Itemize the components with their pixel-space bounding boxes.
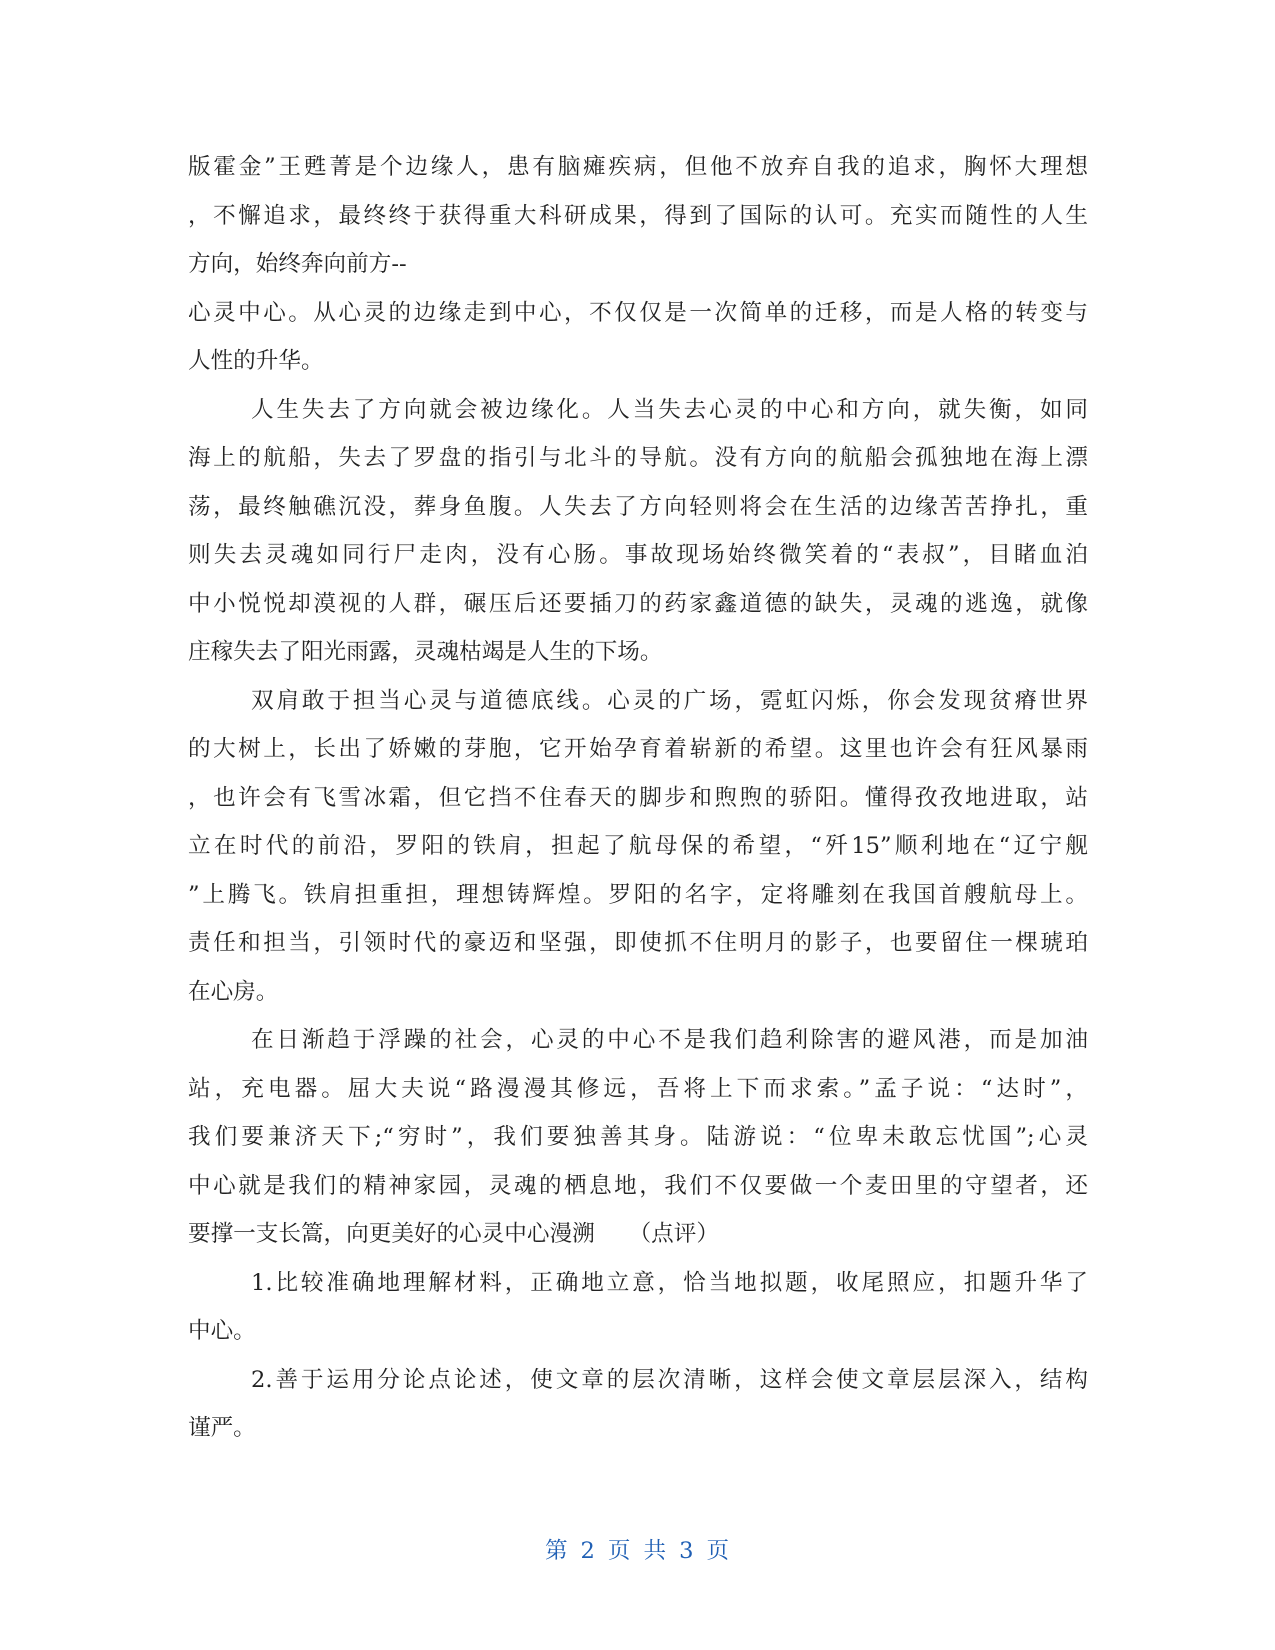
- text-line: 方向，始终奔向前方--: [188, 251, 407, 277]
- text-line: 1.比较准确地理解材料，正确地立意，恰当地拟题，收尾照应，扣题升华了: [251, 1269, 1088, 1296]
- text-line: 在心房。: [188, 978, 279, 1005]
- footer-page-number: 2: [580, 1538, 596, 1564]
- footer-total-prefix: 共: [643, 1538, 668, 1564]
- text-line: ”上腾飞。铁肩担重担，理想铸辉煌。罗阳的名字，定将雕刻在我国首艘航母上。: [188, 881, 1088, 908]
- text-line: 庄稼失去了阳光雨露，灵魂枯竭是人生的下场。: [188, 639, 663, 665]
- text-line: 立在时代的前沿，罗阳的铁肩，担起了航母保的希望，“歼15”顺利地在“辽宁舰: [188, 833, 1088, 859]
- text-line: 人生失去了方向就会被边缘化。人当失去心灵的中心和方向，就失衡，如同: [251, 396, 1088, 423]
- text-line: 在日渐趋于浮躁的社会，心灵的中心不是我们趋利除害的避风港，而是加油: [251, 1027, 1088, 1053]
- text-line: 则失去灵魂如同行尸走肉，没有心肠。事故现场始终微笑着的“表叔”，目睹血泊: [188, 542, 1088, 568]
- text-line: 要撑一支长篙，向更美好的心灵中心漫溯 （点评）: [188, 1221, 719, 1247]
- text-line: 版霍金”王甦菁是个边缘人，患有脑瘫疾病，但他不放弃自我的追求，胸怀大理想: [188, 154, 1088, 180]
- text-line: 心灵中心。从心灵的边缘走到中心，不仅仅是一次简单的迁移，而是人格的转变与: [188, 299, 1088, 326]
- text-line: 中心。: [188, 1318, 256, 1344]
- text-line: 荡，最终触礁沉没，葬身鱼腹。人失去了方向轻则将会在生活的边缘苦苦挣扎，重: [188, 493, 1088, 520]
- document-body: [188, 143, 1088, 1453]
- text-line: ，也许会有飞雪冰霜，但它挡不住春天的脚步和煦煦的骄阳。懂得孜孜地进取，站: [188, 784, 1088, 811]
- paragraph-2: [188, 289, 1088, 386]
- text-line: 中小悦悦却漠视的人群，碾压后还要插刀的药家鑫道德的缺失，灵魂的逃逸，就像: [188, 590, 1088, 617]
- paragraph-3: [188, 386, 1088, 677]
- text-line: 2.善于运用分论点论述，使文章的层次清晰，这样会使文章层层深入，结构: [251, 1366, 1088, 1393]
- footer-page-word: 页: [607, 1538, 632, 1564]
- page-footer: [0, 1533, 1275, 1565]
- text-line: 站，充电器。屈大夫说“路漫漫其修远，吾将上下而求索。”孟子说：“达时”，: [188, 1075, 1088, 1102]
- text-line: 中心就是我们的精神家园，灵魂的栖息地，我们不仅要做一个麦田里的守望者，还: [188, 1172, 1088, 1199]
- paragraph-7: [188, 1356, 1088, 1453]
- text-line: 谨严。: [188, 1415, 256, 1441]
- text-line: 的大树上，长出了娇嫩的芽胞，它开始孕育着崭新的希望。这里也许会有狂风暴雨: [188, 736, 1088, 762]
- footer-total-word: 页: [706, 1538, 731, 1564]
- text-line: 双肩敢于担当心灵与道德底线。心灵的广场，霓虹闪烁，你会发现贫瘠世界: [251, 687, 1088, 714]
- paragraph-1: [188, 143, 1088, 289]
- text-line: 海上的航船，失去了罗盘的指引与北斗的导航。没有方向的航船会孤独地在海上漂: [188, 445, 1088, 471]
- text-line: 我们要兼济天下;“穷时”，我们要独善其身。陆游说：“位卑未敢忘忧国”;心灵: [188, 1124, 1088, 1150]
- text-line: 责任和担当，引领时代的豪迈和坚强，即使抓不住明月的影子，也要留住一棵琥珀: [188, 930, 1088, 956]
- paragraph-4: [188, 677, 1088, 1017]
- paragraph-6: [188, 1259, 1088, 1356]
- text-line: ，不懈追求，最终终于获得重大科研成果，得到了国际的认可。充实而随性的人生: [188, 202, 1088, 229]
- text-line: 人性的升华。: [188, 348, 324, 374]
- footer-page-prefix: 第: [544, 1538, 569, 1564]
- footer-total-pages: 3: [679, 1538, 695, 1564]
- paragraph-5: [188, 1016, 1088, 1259]
